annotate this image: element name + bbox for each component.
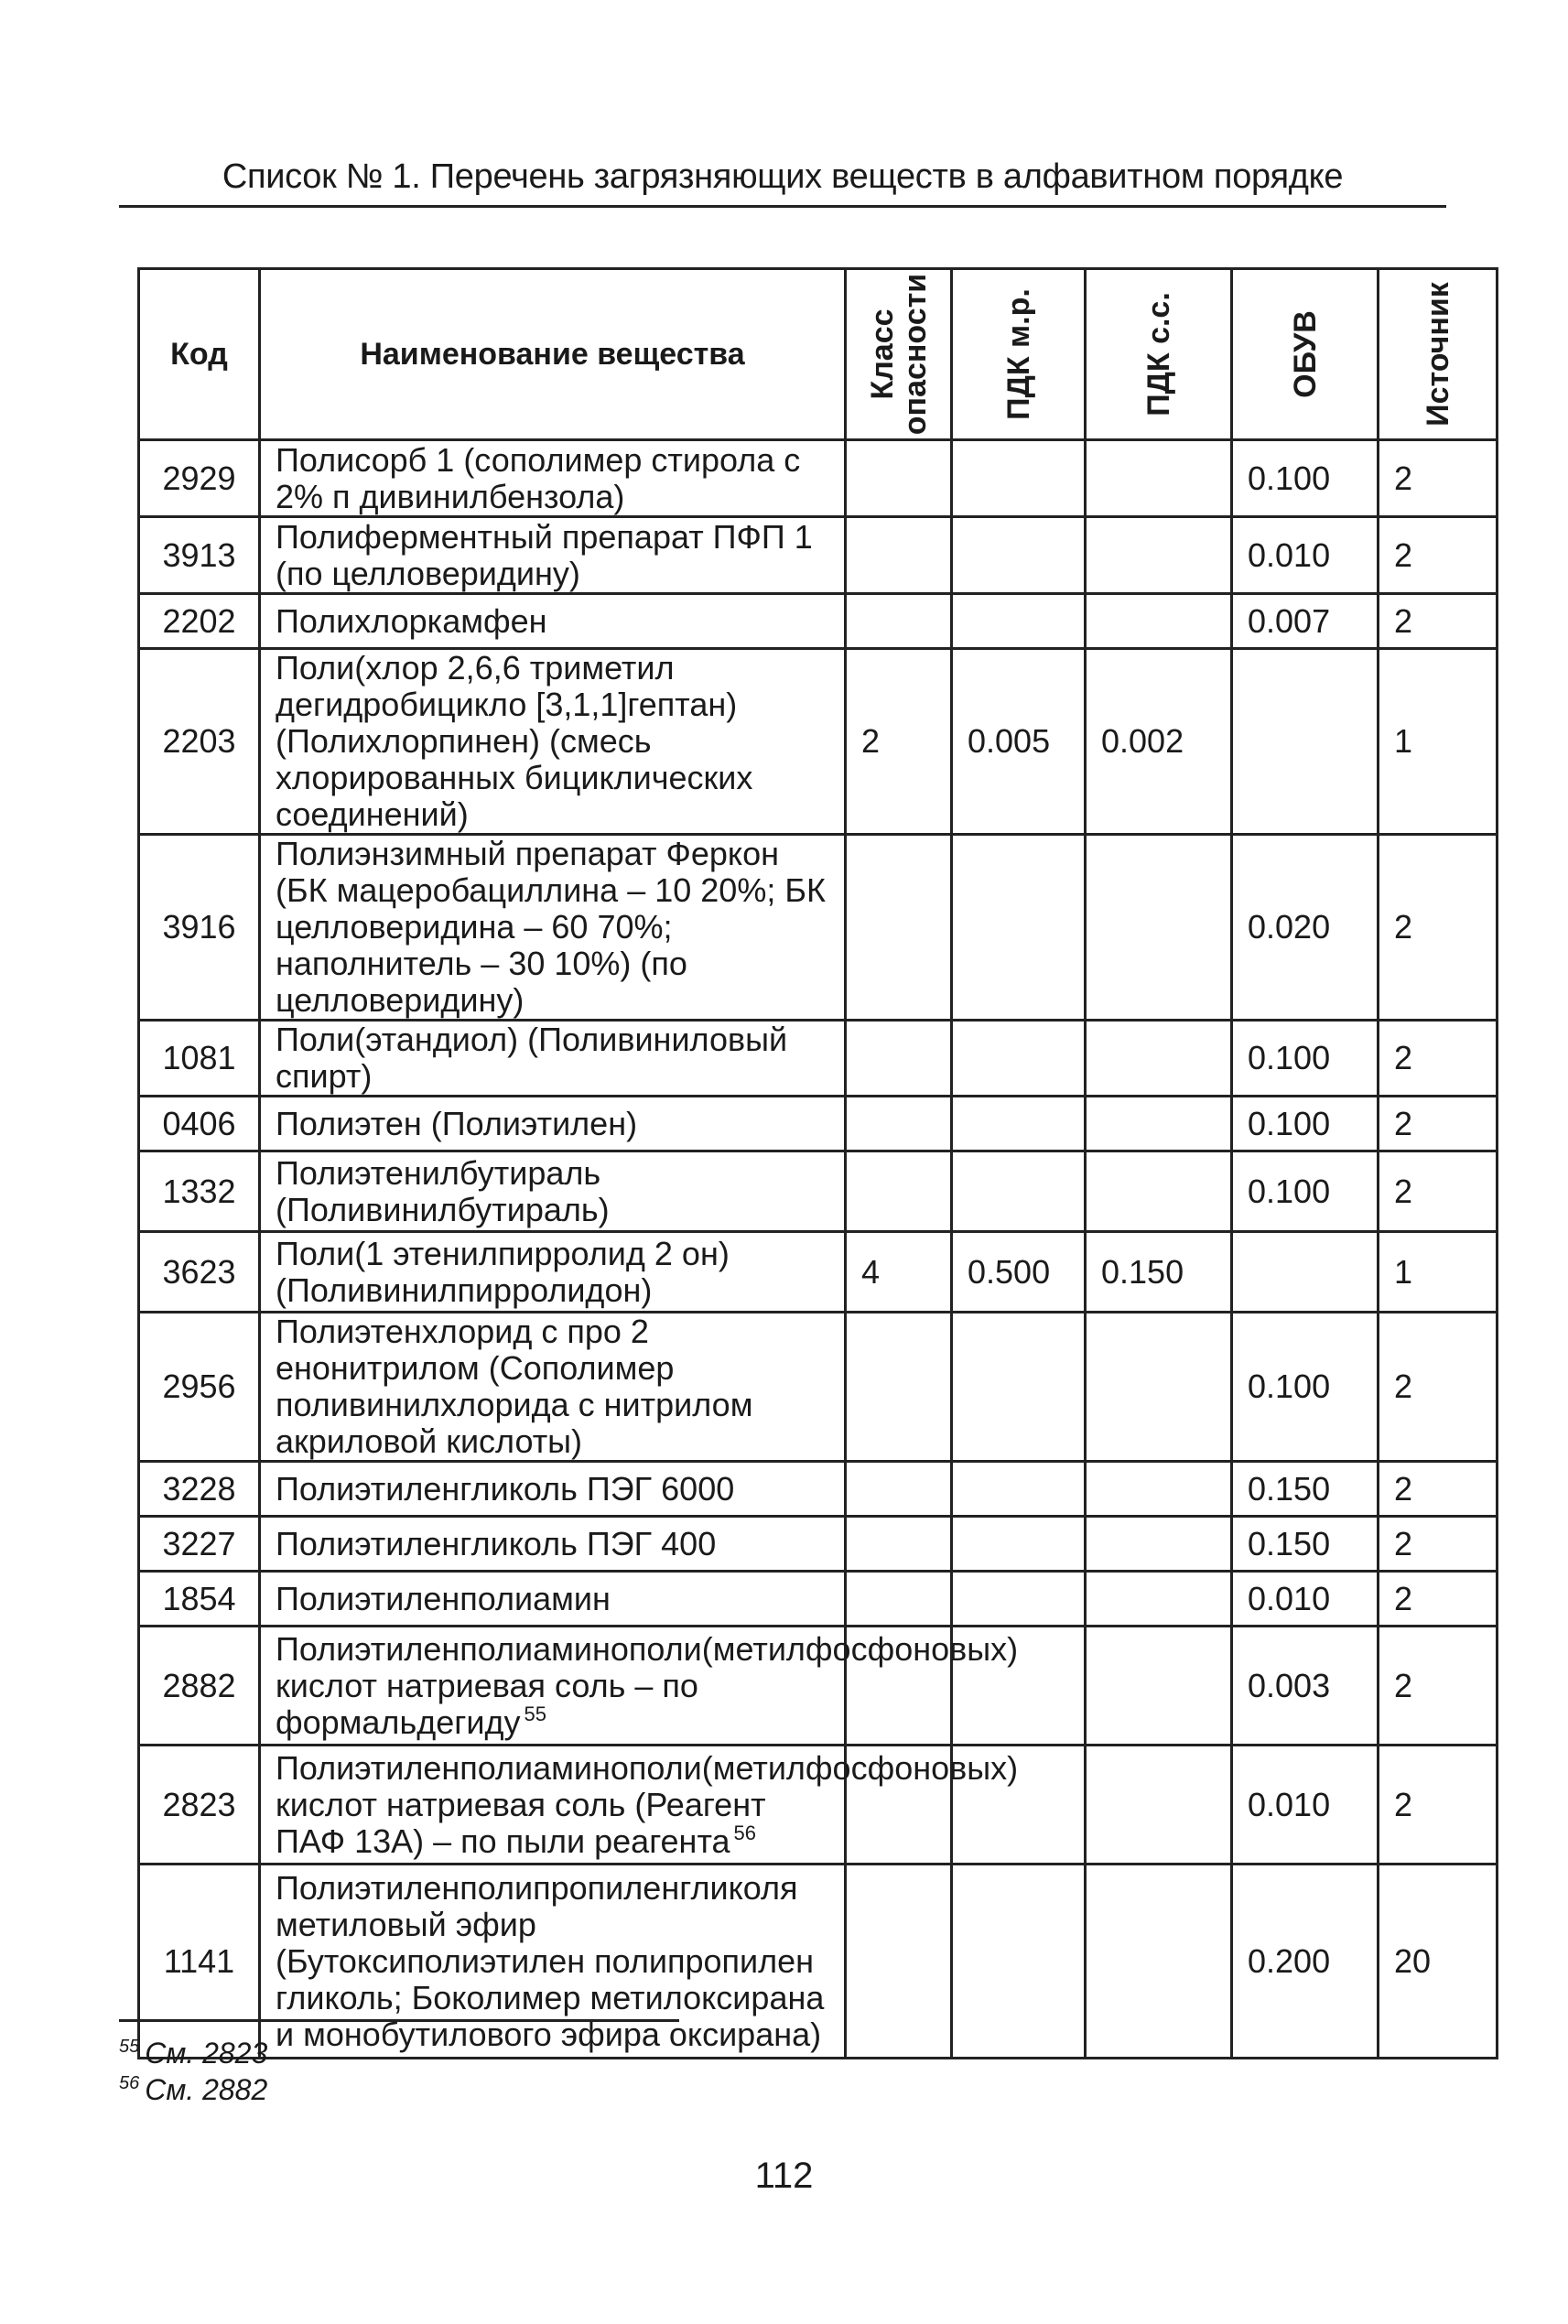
cell-source: 2 <box>1379 517 1498 594</box>
col-header-obuv <box>1232 269 1379 440</box>
cell-source: 1 <box>1379 649 1498 835</box>
cell-code: 3623 <box>139 1232 260 1313</box>
table-row <box>139 1151 1498 1232</box>
col-header-pdk-mr-label: ПДК м.р. <box>1000 288 1036 420</box>
cell-hazard-class <box>846 1517 952 1572</box>
cell-pdk-ss <box>1086 594 1232 649</box>
cell-obuv: 0.100 <box>1232 1151 1379 1232</box>
cell-code: 3913 <box>139 517 260 594</box>
cell-hazard-class <box>846 1462 952 1517</box>
cell-code: 2823 <box>139 1746 260 1865</box>
table-header-row <box>139 269 1498 440</box>
cell-name-text: Полиэтиленполиаминополи(метилфосфоновых) кислот натриевая соль (Реагент ПАФ 13А) – по пыли реагента <box>276 1748 1019 1860</box>
col-header-obuv-label: ОБУВ <box>1287 310 1323 398</box>
cell-pdk-mr <box>952 1097 1086 1151</box>
cell-obuv: 0.150 <box>1232 1462 1379 1517</box>
cell-hazard-class <box>846 1865 952 2059</box>
cell-name: Полихлоркамфен <box>260 594 846 649</box>
cell-name: Поли(1 этенилпирролид 2 он) (Поливинилпирролидон) <box>260 1232 846 1313</box>
cell-source: 2 <box>1379 1746 1498 1865</box>
cell-source: 2 <box>1379 835 1498 1021</box>
cell-source: 2 <box>1379 1572 1498 1627</box>
cell-hazard-class <box>846 1151 952 1232</box>
cell-pdk-ss: 0.150 <box>1086 1232 1232 1313</box>
table-row <box>139 835 1498 1021</box>
cell-hazard-class <box>846 594 952 649</box>
cell-name: Полиэтенхлорид с про 2 енонитрилом (Сополимер поливинилхлорида с нитрилом акриловой кислоты) <box>260 1313 846 1462</box>
table-row <box>139 649 1498 835</box>
cell-pdk-ss <box>1086 1627 1232 1746</box>
cell-name: Полиэтиленгликоль ПЭГ 400 <box>260 1517 846 1572</box>
cell-obuv: 0.020 <box>1232 835 1379 1021</box>
cell-hazard-class <box>846 1572 952 1627</box>
cell-name: Полиэтиленполиамин <box>260 1572 846 1627</box>
cell-code: 1332 <box>139 1151 260 1232</box>
footnote-text: См. 2823 <box>145 2037 268 2070</box>
cell-source: 1 <box>1379 1232 1498 1313</box>
page-title: Список № 1. Перечень загрязняющих веществ в алфавитном порядке <box>222 157 1344 196</box>
cell-source: 2 <box>1379 1627 1498 1746</box>
cell-pdk-mr <box>952 1151 1086 1232</box>
cell-hazard-class <box>846 1313 952 1462</box>
footnote-number: 56 <box>119 2073 140 2093</box>
col-header-pdk-ss-label: ПДК с.с. <box>1141 292 1176 416</box>
table-row <box>139 1097 1498 1151</box>
cell-hazard-class: 2 <box>846 649 952 835</box>
cell-pdk-mr <box>952 1572 1086 1627</box>
cell-name: Поли(хлор 2,6,6 триметил дегидробицикло [3,1,1]гептан) (Полихлорпинен) (смесь хлорированных бициклических соединений) <box>260 649 846 835</box>
cell-obuv: 0.100 <box>1232 1021 1379 1097</box>
cell-pdk-ss <box>1086 1746 1232 1865</box>
cell-source: 2 <box>1379 1313 1498 1462</box>
cell-pdk-ss <box>1086 440 1232 517</box>
col-header-source-label: Источник <box>1420 282 1455 427</box>
cell-code: 1081 <box>139 1021 260 1097</box>
cell-hazard-class <box>846 1021 952 1097</box>
cell-code: 2202 <box>139 594 260 649</box>
cell-obuv: 0.100 <box>1232 1097 1379 1151</box>
cell-pdk-ss <box>1086 517 1232 594</box>
cell-code: 3227 <box>139 1517 260 1572</box>
cell-obuv <box>1232 1232 1379 1313</box>
table-row <box>139 1865 1498 2059</box>
cell-code: 3228 <box>139 1462 260 1517</box>
cell-pdk-mr <box>952 835 1086 1021</box>
cell-pdk-ss <box>1086 1865 1232 2059</box>
cell-obuv: 0.100 <box>1232 1313 1379 1462</box>
footnote-ref[interactable]: 56 <box>733 1821 757 1844</box>
table-row <box>139 1462 1498 1517</box>
cell-obuv: 0.200 <box>1232 1865 1379 2059</box>
cell-pdk-ss <box>1086 1517 1232 1572</box>
cell-code: 2882 <box>139 1627 260 1746</box>
table-row <box>139 1572 1498 1627</box>
cell-name: Полиэтен (Полиэтилен) <box>260 1097 846 1151</box>
cell-pdk-mr <box>952 1517 1086 1572</box>
cell-obuv: 0.003 <box>1232 1627 1379 1746</box>
cell-code: 2203 <box>139 649 260 835</box>
cell-pdk-mr <box>952 1462 1086 1517</box>
col-header-source <box>1379 269 1498 440</box>
cell-name: Поли(этандиол) (Поливиниловый спирт) <box>260 1021 846 1097</box>
page-number: 112 <box>754 2156 814 2196</box>
cell-name: Полиэтенилбутираль (Поливинилбутираль) <box>260 1151 846 1232</box>
cell-obuv <box>1232 649 1379 835</box>
table-row <box>139 440 1498 517</box>
cell-obuv: 0.150 <box>1232 1517 1379 1572</box>
cell-name: Полиэтиленгликоль ПЭГ 6000 <box>260 1462 846 1517</box>
cell-name <box>260 1627 1019 1746</box>
col-header-hazard-class-label: Класс опасности <box>864 273 933 436</box>
cell-name: Полисорб 1 (сополимер стирола с 2% п дивинилбензола) <box>260 440 846 517</box>
footnote-55 <box>119 2036 267 2070</box>
cell-name: Полиэнзимный препарат Феркон (БК мацеробациллина – 10 20%; БК целловеридина – 60 70%; наполнитель – 30 10%) (по целловеридину) <box>260 835 846 1021</box>
cell-hazard-class <box>846 835 952 1021</box>
cell-pdk-mr <box>952 1313 1086 1462</box>
footnote-56 <box>119 2072 267 2107</box>
cell-name <box>260 1746 1019 1865</box>
cell-pdk-ss <box>1086 1313 1232 1462</box>
col-header-code: Код <box>139 269 260 440</box>
cell-obuv: 0.010 <box>1232 1572 1379 1627</box>
footnote-number: 55 <box>119 2037 140 2057</box>
cell-obuv: 0.007 <box>1232 594 1379 649</box>
cell-hazard-class: 4 <box>846 1232 952 1313</box>
cell-name-text: Полиэтиленполиаминополи(метилфосфоновых) кислот натриевая соль – по формальдегиду <box>276 1629 1019 1741</box>
table-row <box>139 1517 1498 1572</box>
cell-pdk-mr: 0.005 <box>952 649 1086 835</box>
cell-pdk-ss: 0.002 <box>1086 649 1232 835</box>
cell-source: 2 <box>1379 440 1498 517</box>
cell-code: 2956 <box>139 1313 260 1462</box>
cell-code: 3916 <box>139 835 260 1021</box>
cell-code: 2929 <box>139 440 260 517</box>
cell-pdk-ss <box>1086 1097 1232 1151</box>
cell-source: 2 <box>1379 594 1498 649</box>
cell-pdk-mr <box>952 440 1086 517</box>
cell-pdk-ss <box>1086 1021 1232 1097</box>
cell-pdk-mr <box>952 517 1086 594</box>
page-header <box>119 154 1446 208</box>
table-row <box>139 594 1498 649</box>
footnote-ref[interactable]: 55 <box>524 1702 546 1725</box>
cell-source: 2 <box>1379 1097 1498 1151</box>
cell-hazard-class <box>846 517 952 594</box>
table-row <box>139 1627 1498 1746</box>
cell-name: Полиэтиленполипропиленгликоля метиловый эфир (Бутоксиполиэтилен полипропилен гликоль; Боколимер метилоксирана и монобутилового эфира оксирана) <box>260 1865 846 2059</box>
cell-source: 2 <box>1379 1021 1498 1097</box>
col-header-pdk-ss <box>1086 269 1232 440</box>
cell-hazard-class <box>846 440 952 517</box>
cell-pdk-ss <box>1086 835 1232 1021</box>
cell-source: 2 <box>1379 1151 1498 1232</box>
cell-code: 1141 <box>139 1865 260 2059</box>
cell-name: Полиферментный препарат ПФП 1 (по целловеридину) <box>260 517 846 594</box>
table-row <box>139 1313 1498 1462</box>
cell-code: 0406 <box>139 1097 260 1151</box>
cell-pdk-mr <box>952 1021 1086 1097</box>
cell-obuv: 0.100 <box>1232 440 1379 517</box>
cell-pdk-ss <box>1086 1462 1232 1517</box>
table-row <box>139 1021 1498 1097</box>
table-row <box>139 1746 1498 1865</box>
cell-source: 2 <box>1379 1462 1498 1517</box>
cell-obuv: 0.010 <box>1232 1746 1379 1865</box>
col-header-hazard-class <box>846 269 952 440</box>
cell-hazard-class <box>846 1097 952 1151</box>
substances-table <box>137 267 1498 2059</box>
col-header-pdk-mr <box>952 269 1086 440</box>
footnote-divider <box>119 2019 679 2022</box>
col-header-name: Наименование вещества <box>260 269 846 440</box>
table-row <box>139 517 1498 594</box>
cell-pdk-ss <box>1086 1151 1232 1232</box>
cell-source: 20 <box>1379 1865 1498 2059</box>
cell-pdk-mr: 0.500 <box>952 1232 1086 1313</box>
cell-obuv: 0.010 <box>1232 517 1379 594</box>
cell-pdk-mr <box>952 1865 1086 2059</box>
footnote-text: См. 2882 <box>145 2073 268 2106</box>
cell-pdk-mr <box>952 594 1086 649</box>
cell-code: 1854 <box>139 1572 260 1627</box>
cell-pdk-ss <box>1086 1572 1232 1627</box>
table-row <box>139 1232 1498 1313</box>
cell-source: 2 <box>1379 1517 1498 1572</box>
